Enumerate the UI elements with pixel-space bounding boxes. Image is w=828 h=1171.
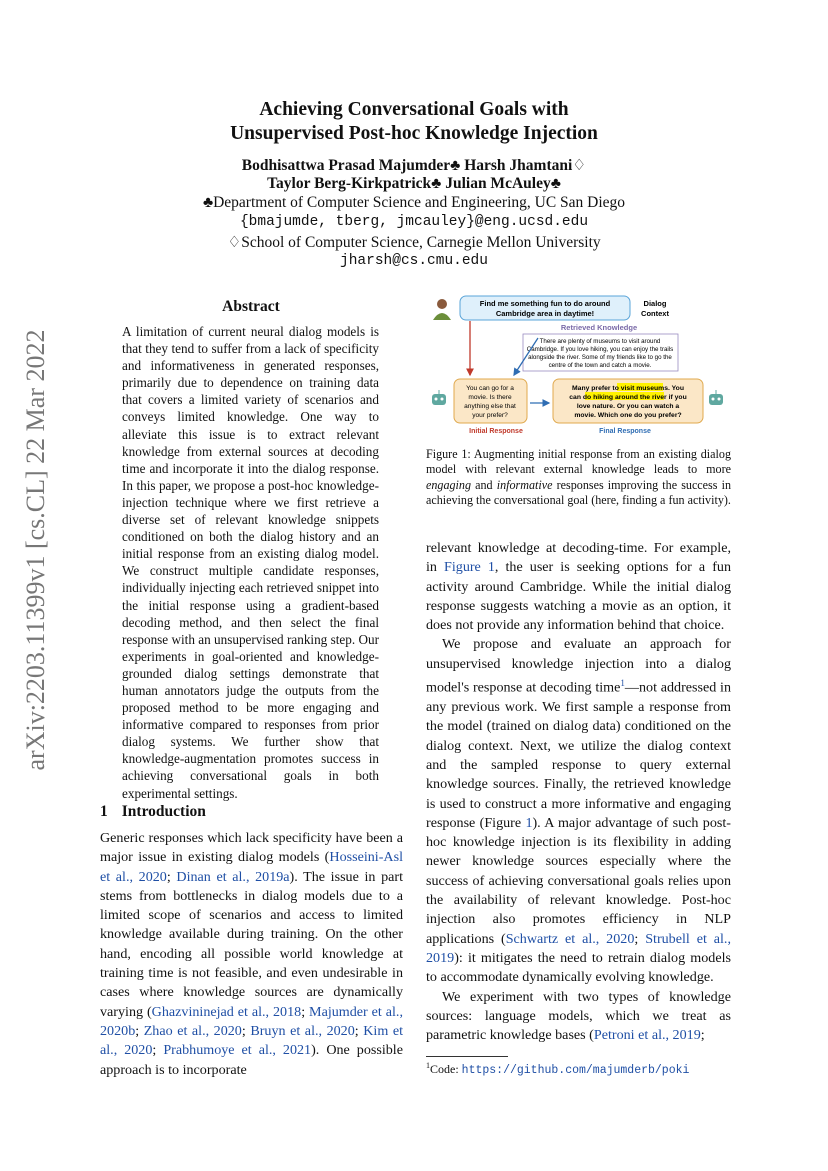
citation-link[interactable]: Dinan et al., 2019a — [176, 868, 290, 885]
svg-text:alongside the river. Some of m: alongside the river. Some of my friends like to go the — [528, 354, 672, 361]
intro-column-2 — [426, 539, 731, 1045]
svg-text:anything else that: anything else that — [464, 403, 516, 410]
abstract-heading: Abstract — [222, 298, 280, 315]
citation-link[interactable]: Majumder et al., 2020b — [100, 1003, 403, 1039]
paragraph: relevant knowledge at decoding-time. For example, in Figure 1, the user is seeking options for a fun activity around Cambridge. While the initial dialog response suggests watching a movie as an option, it does not provide any information behind that choice. — [426, 540, 731, 634]
affiliation-ucsd: ♣Department of Computer Science and Engineering, UC San Diego — [202, 194, 626, 211]
figure-link[interactable]: 1 — [525, 814, 533, 831]
retrieved-knowledge-label: Retrieved Knowledge — [560, 323, 638, 332]
figure-1 — [426, 293, 731, 441]
paragraph: We experiment with two types of knowledge sources: language models, which we treat as parametric knowledge bases (Petroni et al., 2019; — [426, 988, 731, 1044]
user-avatar-icon — [433, 299, 451, 320]
citation-link[interactable]: Prabhumoye et al., 2021 — [163, 1042, 312, 1059]
robot-icon — [432, 390, 446, 405]
email-cmu: jharsh@cs.cmu.edu — [340, 253, 488, 269]
footnote: $^1$Code: https://github.com/majumderb/poki — [426, 1061, 690, 1077]
initial-response-label: Initial Response — [469, 428, 523, 435]
citation-link[interactable]: Kim et al., 2020 — [100, 1022, 403, 1059]
code-link[interactable]: https://github.com/majumderb/poki — [461, 1064, 690, 1077]
svg-text:Context: Context — [641, 309, 669, 318]
paper-title: Achieving Conversational Goals with Unsupervised Post-hoc Knowledge Injection — [230, 99, 598, 144]
citation-link[interactable]: Hosseini-Asl et al., 2020 — [100, 849, 403, 885]
svg-text:Find me something fun to do ar: Find me something fun to do around — [479, 299, 611, 308]
arxiv-stamp: arXiv:2203.11399v1 [cs.CL] 22 Mar 2022 — [21, 329, 50, 771]
svg-text:movie. Is there: movie. Is there — [468, 394, 512, 401]
affiliation-cmu: ♢School of Computer Science, Carnegie Mellon University — [227, 234, 601, 251]
intro-column-1: Generic responses which lack specificity have been a major issue in existing dialog models (Hosseini-Asl et al., 2020; Dinan et al., 2019a). The issue in part stems from bottlenecks in dialog models due to a limited scope of scenarios and access to limited knowledge available during training. On the other hand, encoding all possible world knowledge at training time is not feasible, and even undesirable in cases where knowledge sources are dynamically varying (Ghazvininejad et al., 2018; Majumder et al., 2020b; Zhao et al., 2020; Bruyn et al., 2020; Kim et al., 2020; Prabhumoye et al., 2021). One possible approach is to incorporate — [100, 830, 403, 1078]
section-heading: 1 Introduction — [100, 803, 206, 820]
svg-text:your prefer?: your prefer? — [472, 412, 508, 419]
citation-link[interactable]: Schwartz et al., 2020 — [505, 930, 635, 947]
svg-text:Cambridge area in daytime!: Cambridge area in daytime! — [495, 309, 595, 318]
figure-link[interactable]: Figure 1 — [444, 559, 495, 576]
citation-link[interactable]: Strubell et al., 2019 — [426, 930, 731, 966]
footnote-mark[interactable]: 1 — [620, 678, 625, 689]
email-ucsd: {bmajumde, tberg, jmcauley}@eng.ucsd.edu — [239, 214, 589, 230]
paragraph: We propose and evaluate an approach for unsupervised knowledge injection into a dialog model's response at decoding time$^1$—not addressed in any previous work. We first sample a response from the model (trained on dialog data) conditioned on the dialog context. Next, we utilize the dialog context and the sampled response to query external knowledge sources. Finally, the retrieved knowledge is used to construct a more informative and engaging response (Figure 1). A major advantage of such post-hoc knowledge injection is its flexibility in adding newer knowledge sources especially where the success of achieving conversational goals relies upon the availability of relevant knowledge. Post-hoc injection also promotes efficiency in NLP applications (Schwartz et al., 2020; Strubell et al., 2019): it mitigates the need to retrain dialog models to accommodate dynamically evolving knowledge. — [426, 636, 731, 986]
svg-text:movie. Which one do you prefer: movie. Which one do you prefer? — [574, 412, 682, 419]
svg-text:can do hiking around the river: can do hiking around the river if you — [569, 394, 687, 401]
citation-link[interactable]: Zhao et al., 2020 — [143, 1022, 242, 1039]
authors-line-1: Bodhisattwa Prasad Majumder♣ Harsh Jhamtani♢ — [241, 157, 587, 174]
abstract-text: A limitation of current neural dialog models is that they tend to suffer from a lack of specificity and informativeness in generated responses, primarily due to dependence on training data that covers a limited variety of scenarios and conveys limited knowledge. One way to alleviate this issue is to extract relevant knowledge from external sources at decoding time and incorporate it into the dialog response. In this paper, we propose a post-hoc knowledge-injection technique where we first retrieve a diverse set of relevant knowledge snippets conditioned on both the dialog history and an initial response from an existing dialog model. We construct multiple candidate responses, individually injecting each retrieved snippet into the initial response using a gradient-based decoding method, and then select the final response with an unsupervised ranking step. Our experiments in goal-oriented and knowledge-grounded dialog settings demonstrate that human annotators judge the outputs from the proposed method to be more engaging and informative compared to responses from prior dialog systems. We further show that knowledge-augmentation promotes success in achieving conversational goals in both experimental settings. — [122, 324, 379, 801]
dialog-context-label: Dialog — [643, 299, 667, 308]
citation-link[interactable]: Petroni et al., 2019 — [593, 1027, 701, 1044]
svg-text:centre of the town and catch a: centre of the town and catch a movie. — [548, 362, 652, 369]
robot-icon — [709, 390, 723, 405]
final-response-label: Final Response — [599, 428, 651, 435]
citation-link[interactable]: Ghazvininejad et al., 2018 — [151, 1003, 302, 1020]
svg-text:Cambridge. If you love hiking,: Cambridge. If you love hiking, you can enjoy the trails — [526, 346, 674, 353]
svg-text:love nature. Or you can watch: love nature. Or you can watch a — [576, 403, 680, 410]
svg-text:You can go for a: You can go for a — [466, 385, 514, 392]
svg-text:Many prefer to visit museums.: Many prefer to visit museums. You — [572, 385, 684, 392]
svg-text:There are plenty of museums to: There are plenty of museums to visit around — [539, 338, 661, 345]
citation-link[interactable]: Bruyn et al., 2020 — [250, 1022, 355, 1039]
authors-line-2: Taylor Berg-Kirkpatrick♣ Julian McAuley♣ — [267, 175, 561, 192]
footnote-rule — [426, 1056, 508, 1057]
figure-caption: Figure 1: Augmenting initial response from an existing dialog model with relevant external knowledge leads to more engaging and informative responses improving the success in achieving the conversational goal (here, finding a fun activity). — [426, 447, 731, 508]
